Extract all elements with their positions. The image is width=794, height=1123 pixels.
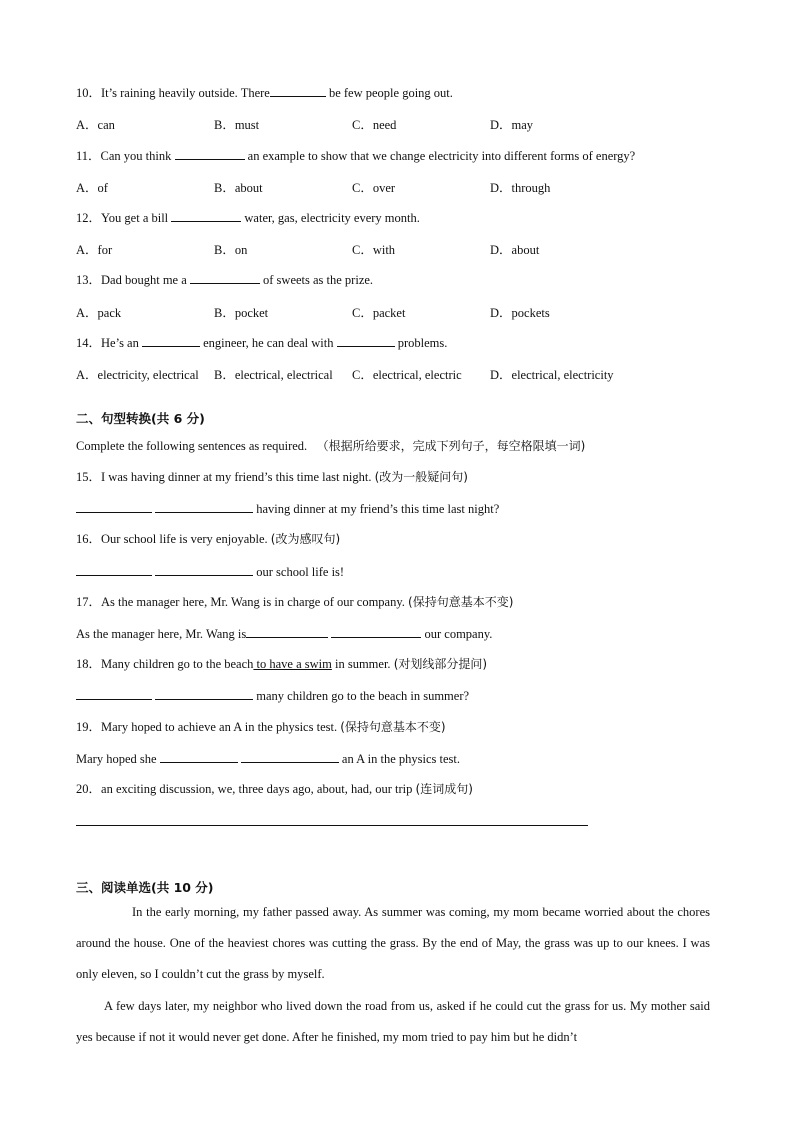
answer-blank[interactable]: [241, 750, 339, 763]
question-19: 19．Mary hoped to achieve an A in the physics test. (保持句意基本不变): [76, 720, 446, 734]
option-b[interactable]: B．about: [214, 181, 263, 195]
answer-blank[interactable]: [76, 687, 152, 700]
option-d[interactable]: D．pockets: [490, 306, 550, 320]
question-18: 18．Many children go to the beach to have a swim in summer. (对划线部分提问): [76, 657, 488, 671]
question-10: 10．It’s raining heavily outside. There be few people going out.: [76, 86, 453, 100]
option-c[interactable]: C．need: [352, 118, 397, 132]
question-15: 15．I was having dinner at my friend’s this time last night. (改为一般疑问句): [76, 470, 468, 484]
option-d[interactable]: D．through: [490, 181, 551, 195]
option-d[interactable]: D．may: [490, 118, 534, 132]
answer-blank[interactable]: [160, 750, 238, 763]
answer-blank[interactable]: [246, 625, 328, 638]
option-b[interactable]: B．must: [214, 118, 260, 132]
option-a[interactable]: A．pack: [76, 306, 122, 320]
passage-paragraph-2: A few days later, my neighbor who lived down the road from us, asked if he could cut the grass for us. My mother said yes because if not it would never get done. After he finished, my mom tried to pay him but he didn’t: [76, 999, 710, 1044]
option-b[interactable]: B．electrical, electrical: [214, 368, 333, 382]
answer-blank[interactable]: [270, 84, 326, 97]
answer-16: our school life is!: [76, 563, 344, 580]
option-a[interactable]: A．for: [76, 243, 113, 257]
answer-blank[interactable]: [76, 563, 152, 576]
option-c[interactable]: C．with: [352, 243, 396, 257]
option-a[interactable]: A．of: [76, 181, 108, 195]
answer-blank[interactable]: [190, 271, 260, 284]
answer-blank[interactable]: [337, 334, 395, 347]
answer-blank[interactable]: [155, 500, 253, 513]
answer-blank[interactable]: [175, 147, 245, 160]
section-2-instruction: Complete the following sentences as required. （根据所给要求，完成下列句子，每空格限填一词): [76, 439, 586, 453]
answer-19: Mary hoped she an A in the physics test.: [76, 752, 460, 766]
option-b[interactable]: B．pocket: [214, 306, 269, 320]
option-b[interactable]: B．on: [214, 243, 248, 257]
option-d[interactable]: D．about: [490, 243, 540, 257]
passage-paragraph-1: In the early morning, my father passed away. As summer was coming, my mom became worried about the chores around the house. One of the heaviest chores was cutting the grass. By the end of May, the grass was up to our knees. I was only eleven, so I couldn’t cut the grass by myself.: [76, 905, 710, 981]
section-2-title: 二、句型转换(共 6 分): [76, 411, 205, 426]
question-20: 20．an exciting discussion, we, three days ago, about, had, our trip (连词成句): [76, 782, 473, 796]
answer-18: many children go to the beach in summer?: [76, 687, 469, 704]
option-a[interactable]: A．electricity, electrical: [76, 368, 199, 382]
answer-blank[interactable]: [155, 563, 253, 576]
option-c[interactable]: C．electrical, electric: [352, 368, 462, 382]
option-c[interactable]: C．over: [352, 181, 396, 195]
answer-blank[interactable]: [331, 625, 421, 638]
question-12: 12．You get a bill water, gas, electricity every month.: [76, 211, 420, 225]
underlined-phrase: to have a swim: [253, 657, 332, 671]
question-16: 16．Our school life is very enjoyable. (改为感叹句): [76, 532, 341, 546]
option-c[interactable]: C．packet: [352, 306, 406, 320]
answer-blank[interactable]: [171, 209, 241, 222]
option-a[interactable]: A．can: [76, 118, 115, 132]
answer-15: having dinner at my friend’s this time last night?: [76, 500, 499, 517]
question-17: 17．As the manager here, Mr. Wang is in charge of our company. (保持句意基本不变): [76, 595, 514, 609]
question-11: 11．Can you think an example to show that we change electricity into different forms of energy?: [76, 149, 636, 163]
option-d[interactable]: D．electrical, electricity: [490, 368, 614, 382]
question-14: 14．He’s an engineer, he can deal with problems.: [76, 336, 448, 350]
question-13: 13．Dad bought me a of sweets as the prize.: [76, 273, 374, 287]
section-3-title: 三、阅读单选(共 10 分): [76, 880, 214, 895]
answer-17: As the manager here, Mr. Wang is our company.: [76, 627, 493, 641]
answer-blank[interactable]: [142, 334, 200, 347]
answer-blank[interactable]: [155, 687, 253, 700]
answer-line-20[interactable]: [76, 825, 588, 826]
answer-blank[interactable]: [76, 500, 152, 513]
